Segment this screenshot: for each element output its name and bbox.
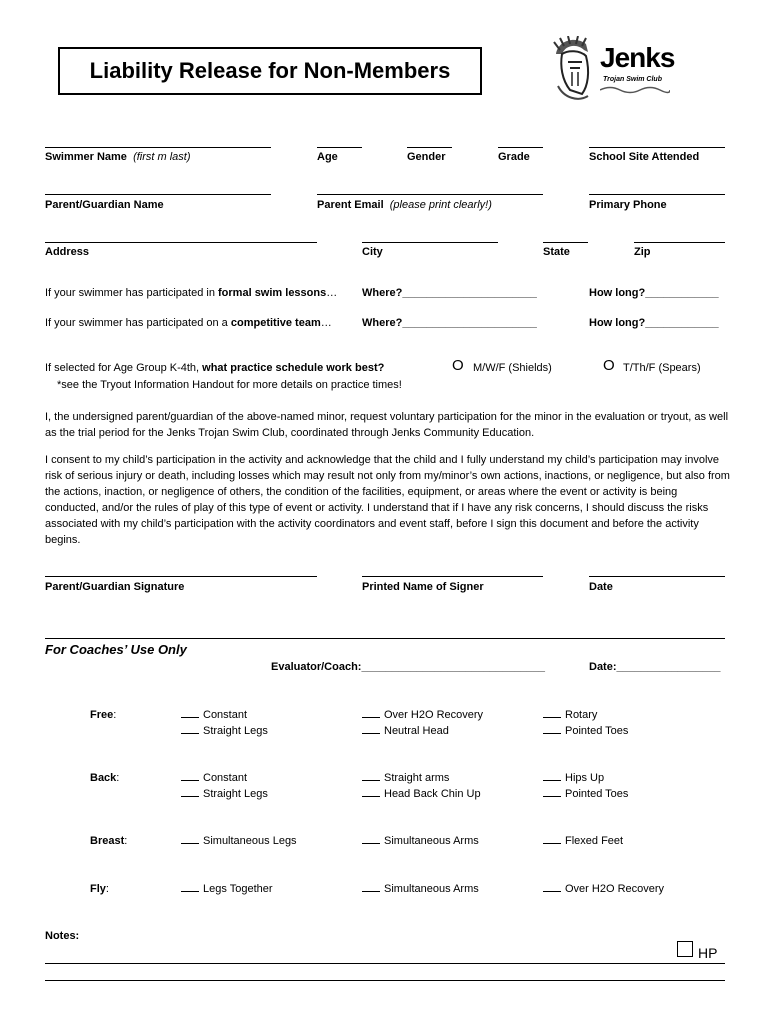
check-blank[interactable] [362,771,380,781]
request-paragraph: I, the undersigned parent/guardian of the above-named minor, request voluntary participation for the minor in the evaluation or tryout, as well as the trial period for the Jenks Trojan Swim Club, coordinated through Jenks Community Education. [45,411,729,439]
swimmer-name-note: (first m last) [133,151,191,163]
check-item[interactable]: Straight Legs [181,786,268,802]
coaches-date-field[interactable]: Date:_________________ [589,661,721,673]
radio-tthf[interactable]: O [603,357,615,374]
check-blank[interactable] [181,771,199,781]
gender-line[interactable] [407,147,452,148]
logo-name: Jenks [600,42,675,73]
breast-col2 [362,833,479,849]
parent-name-line[interactable] [45,194,271,195]
jenks-trojan-logo [548,36,678,106]
check-item[interactable]: Flexed Feet [543,833,623,849]
age-label: Age [317,151,338,163]
wave-icon [600,85,670,95]
title-box [58,47,482,95]
address-label: Address [45,246,90,258]
breast-col1 [181,833,297,849]
fly-col3 [543,881,664,897]
consent-paragraph: I consent to my child’s participation in the activity and acknowledge that the child and I fully understand my child’s participation may involve risk of serious injury or death, including losses which may result not only from my/minor’s own actions, inactions, or negligence, but also from the actions, inaction, or negligence of others, the condition of the facilities, equipment, or areas where the event or activity is being conducted, and/or the rules of play of this type of event or activity. I understand that if I have any risk concerns, I should discuss the risks associated with my child’s participation with the activity coordinators and event staff, before I sign this document and before the activity begins. [45,454,730,546]
check-item[interactable]: Legs Together [181,881,273,897]
check-item[interactable]: Constant [181,770,268,786]
check-item[interactable]: Straight Legs [181,723,268,739]
free-col1 [181,707,268,739]
city-label: City [362,246,383,258]
check-blank[interactable] [543,882,561,892]
check-blank[interactable] [543,787,561,797]
stroke-fly-label: Fly: [90,883,109,895]
back-col2 [362,770,481,802]
check-blank[interactable] [181,834,199,844]
hp-checkbox[interactable] [677,941,693,957]
state-line[interactable] [543,242,588,243]
check-item[interactable]: Rotary [543,707,628,723]
check-blank[interactable] [543,724,561,734]
grade-line[interactable] [498,147,543,148]
parent-email-note: (please print clearly!) [389,199,492,211]
free-col2 [362,707,483,739]
check-blank[interactable] [543,708,561,718]
free-col3 [543,707,628,739]
check-item[interactable]: Simultaneous Arms [362,881,479,897]
stroke-free-label: Free: [90,709,117,721]
check-item[interactable]: Simultaneous Legs [181,833,297,849]
coaches-divider [45,638,725,639]
check-item[interactable]: Pointed Toes [543,723,628,739]
signature-date-line[interactable] [589,576,725,577]
hp-label: HP [698,945,718,961]
breast-col3 [543,833,623,849]
check-blank[interactable] [362,708,380,718]
check-item[interactable]: Over H2O Recovery [543,881,664,897]
address-line[interactable] [45,242,317,243]
lessons-question: If your swimmer has participated in formal swim lessons… [45,287,338,299]
back-col3 [543,770,628,802]
age-line[interactable] [317,147,362,148]
fly-col2 [362,881,479,897]
page-title: Liability Release for Non-Members [89,58,451,83]
team-where-field[interactable]: Where?______________________ [362,317,537,329]
check-item[interactable]: Pointed Toes [543,786,628,802]
logo-subtitle: Trojan Swim Club [603,76,662,83]
notes-label: Notes: [45,930,80,942]
school-line[interactable] [589,147,725,148]
check-blank[interactable] [543,834,561,844]
check-blank[interactable] [181,787,199,797]
gender-label: Gender [407,151,446,163]
notes-line-2[interactable] [45,980,725,981]
printed-name-label: Printed Name of Signer [362,581,484,593]
grade-label: Grade [498,151,530,163]
check-blank[interactable] [181,724,199,734]
team-question: If your swimmer has participated on a competitive team… [45,317,332,329]
printed-name-line[interactable] [362,576,543,577]
check-blank[interactable] [362,834,380,844]
check-item[interactable]: Neutral Head [362,723,483,739]
check-blank[interactable] [181,708,199,718]
option-mwf-label: M/W/F (Shields) [473,362,552,374]
check-item[interactable]: Over H2O Recovery [362,707,483,723]
parent-signature-label: Parent/Guardian Signature [45,581,185,593]
check-blank[interactable] [543,771,561,781]
schedule-question: If selected for Age Group K-4th, what practice schedule work best? [45,362,385,374]
team-how-long-field[interactable]: How long?____________ [589,317,719,329]
primary-phone-line[interactable] [589,194,725,195]
back-col1 [181,770,268,802]
swimmer-name-label: Swimmer Name (first m last) [45,151,191,163]
check-item[interactable]: Hips Up [543,770,628,786]
parent-email-label: Parent Email (please print clearly!) [317,199,492,211]
parent-name-label: Parent/Guardian Name [45,199,164,211]
check-item[interactable]: Simultaneous Arms [362,833,479,849]
coaches-heading: For Coaches’ Use Only [45,642,187,657]
check-item[interactable]: Straight arms [362,770,481,786]
check-blank[interactable] [362,787,380,797]
check-blank[interactable] [181,882,199,892]
primary-phone-label: Primary Phone [589,199,667,211]
check-item[interactable]: Head Back Chin Up [362,786,481,802]
evaluator-field[interactable]: Evaluator/Coach:______________________________ [271,661,545,673]
lessons-where-field[interactable]: Where?______________________ [362,287,537,299]
zip-label: Zip [634,246,651,258]
parent-signature-line[interactable] [45,576,317,577]
schedule-footnote: *see the Tryout Information Handout for more details on practice times! [57,379,402,391]
school-label: School Site Attended [589,151,700,163]
check-blank[interactable] [362,724,380,734]
stroke-breast-label: Breast: [90,835,128,847]
swimmer-name-line[interactable] [45,147,271,148]
parent-email-line[interactable] [317,194,543,195]
signature-date-label: Date [589,581,613,593]
radio-mwf[interactable]: O [452,357,464,374]
state-label: State [543,246,570,258]
check-item[interactable]: Constant [181,707,268,723]
stroke-back-label: Back: [90,772,120,784]
fly-col1 [181,881,273,897]
option-tthf-label: T/Th/F (Spears) [623,362,701,374]
check-blank[interactable] [362,882,380,892]
zip-line[interactable] [634,242,725,243]
city-line[interactable] [362,242,498,243]
lessons-how-long-field[interactable]: How long?____________ [589,287,719,299]
notes-line-1[interactable] [45,963,725,964]
